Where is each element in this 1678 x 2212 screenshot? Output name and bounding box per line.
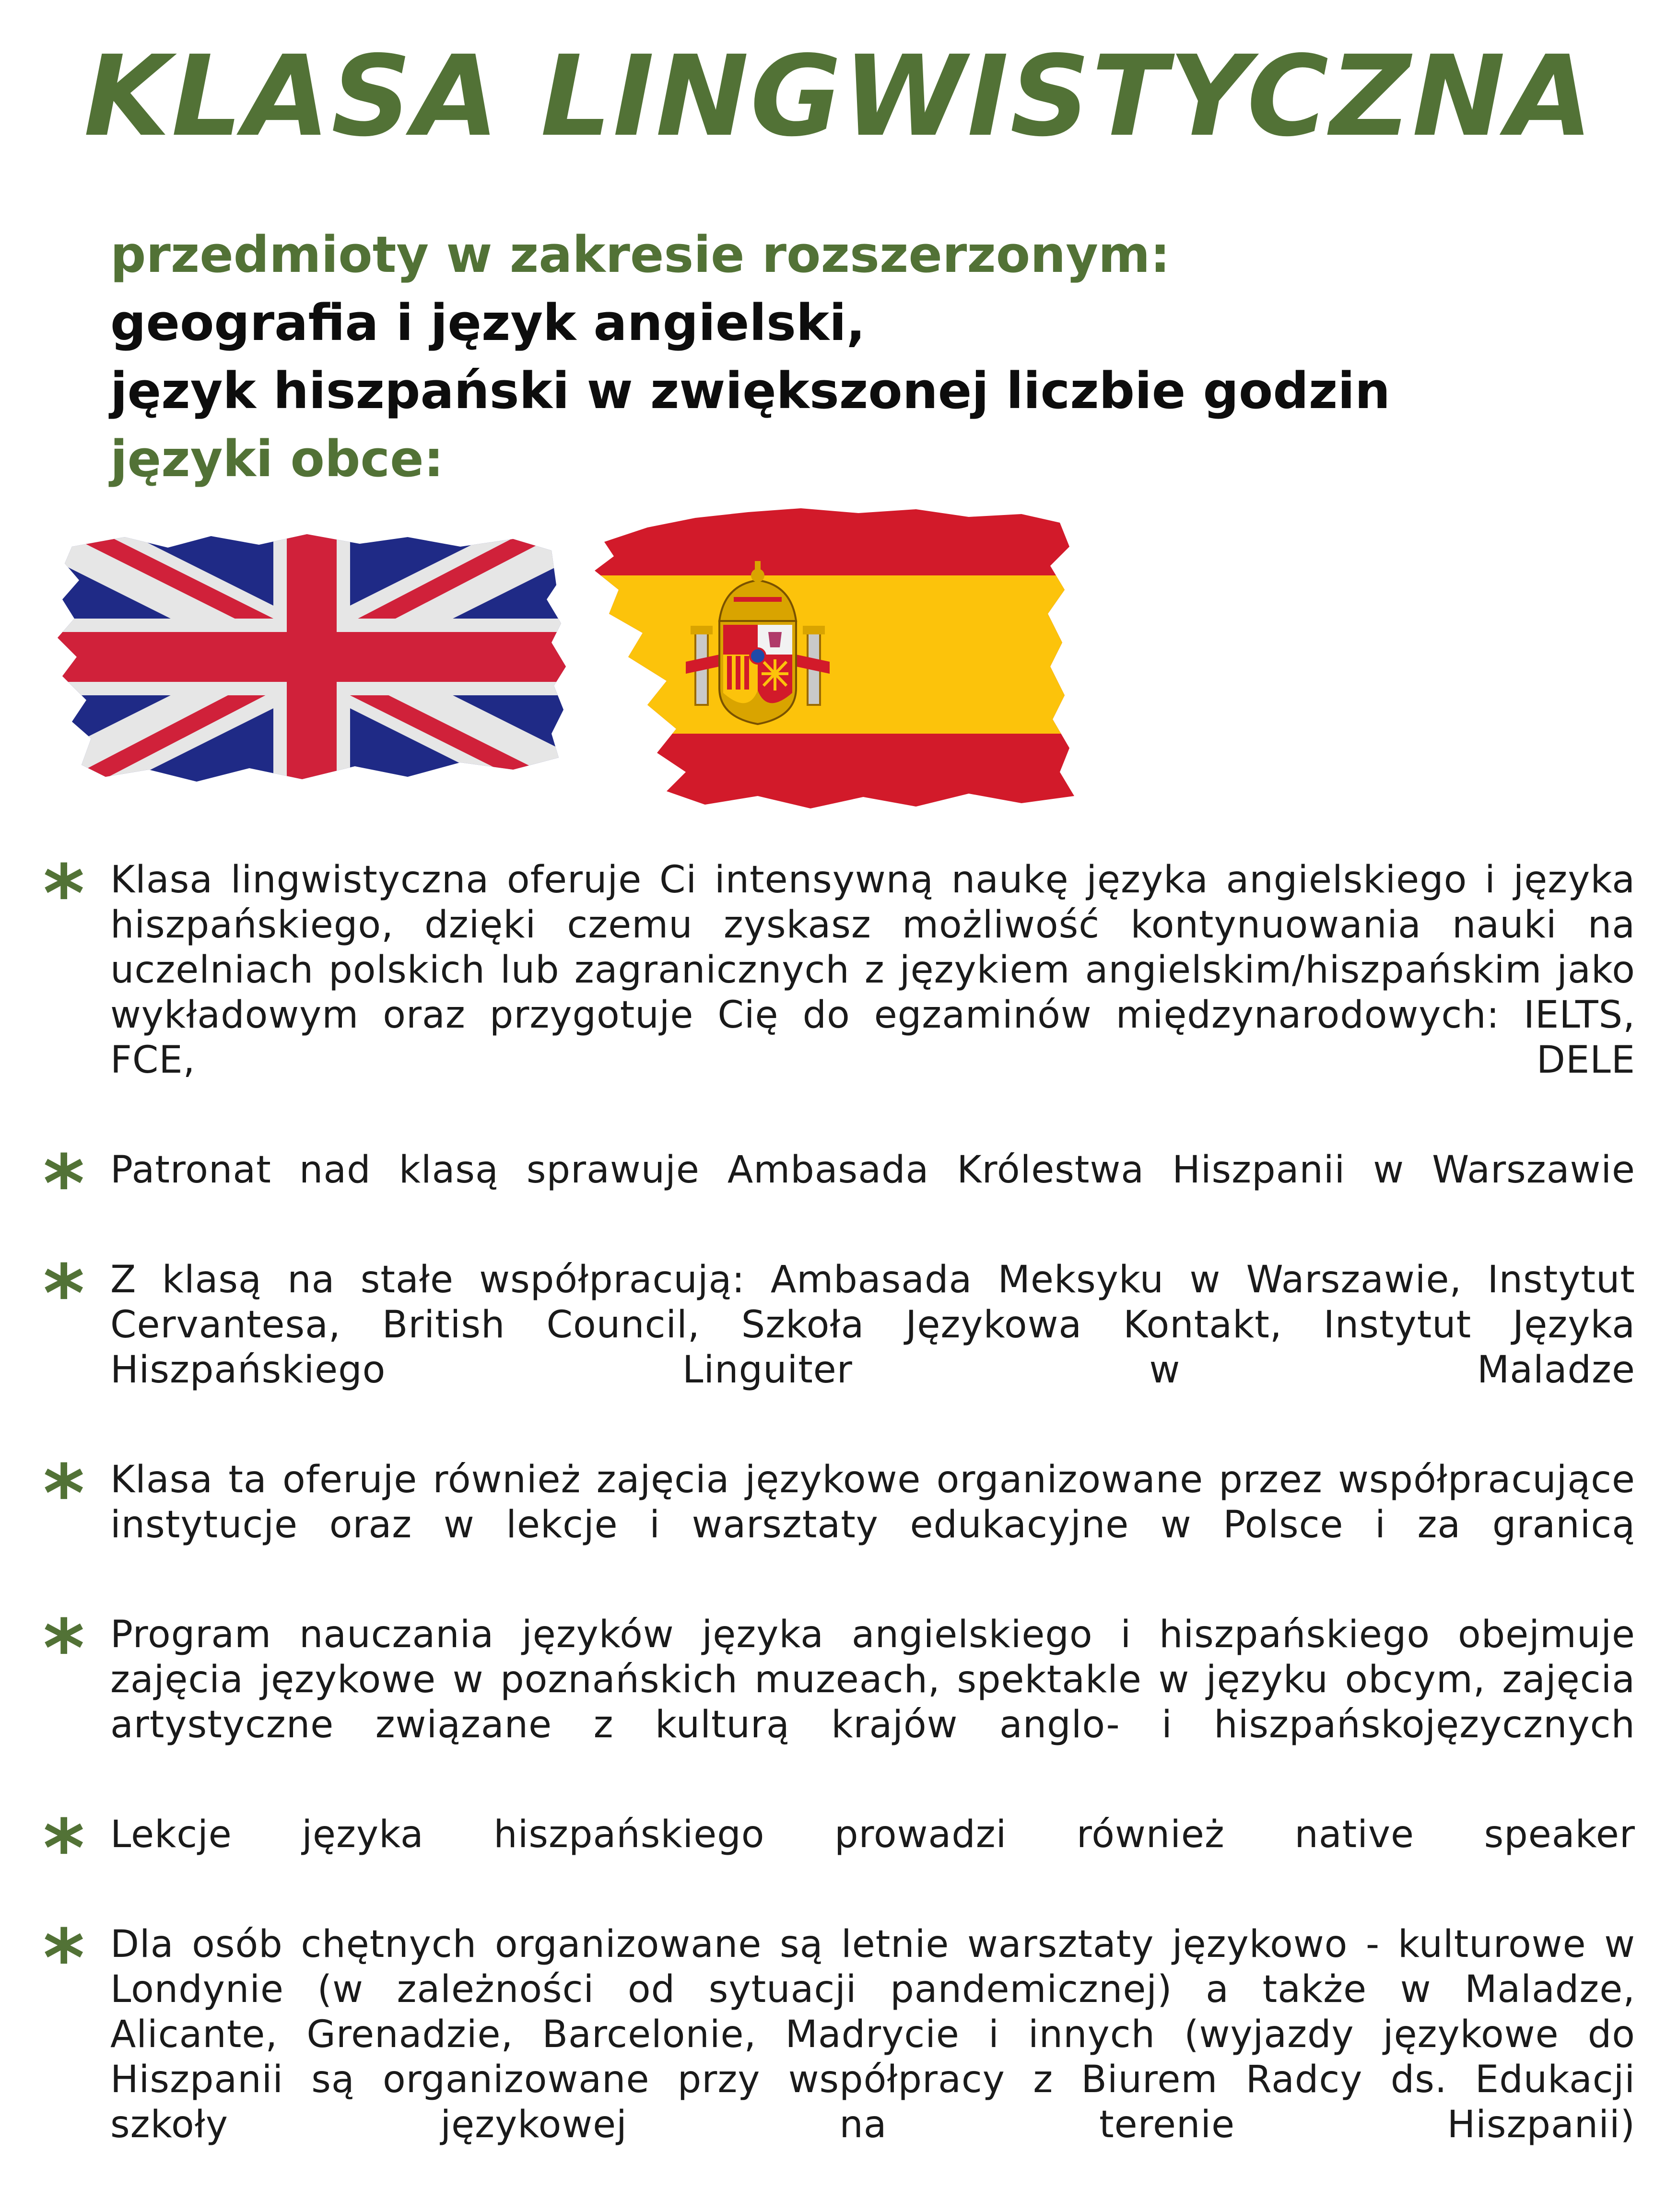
list-item-text: Program nauczania języków języka angielskiego i hiszpańskiego obejmuje zajęcia językowe w poznańskich muzeach, spektakle w języku obcym, zajęcia artystyczne związane z kulturą krajów anglo- i hiszpańskojęzycznych [110,1613,1635,1746]
asterisk-bullet-icon: * [43,1802,85,1895]
list-item-text: Klasa lingwistyczna oferuje Ci intensywną naukę języka angielskiego i języka hiszpańskiego, dzięki czemu zyskasz możliwość kontynuowania nauki na uczelniach polskich lub zagranicznych z językiem angielskim/hiszpańskim jako wykładowym oraz przygotuje Cię do egzaminów międzynarodowych: IELTS, FCE, DELE [110,858,1635,1082]
list-item-text: Patronat nad klasą sprawuje Ambasada Królestwa Hiszpanii w Warszawie [110,1148,1635,1192]
uk-flag-red-vertical [287,527,337,786]
spain-flag-icon [590,503,1093,810]
spain-flag-body [590,503,1093,810]
asterisk-bullet-icon: * [43,1248,85,1340]
list-item [43,1448,1635,1547]
extended-subjects-line-1: geografia i język angielski, [110,293,866,352]
features-list [43,848,1635,2212]
list-item [43,1138,1635,1230]
uk-flag-icon [53,527,571,786]
flags-row [0,503,1678,815]
spain-flag-yellow-band [590,575,1093,734]
list-item [43,1912,1635,2147]
list-item-text: Lekcje języka hiszpańskiego prowadzi również native speaker [110,1813,1635,1856]
subjects-section [110,221,1597,493]
extended-subjects-line-2: język hiszpański w zwiększonej liczbie godzin [110,362,1391,420]
uk-flag-body [53,527,571,786]
extended-subjects-label: przedmioty w zakresie rozszerzonym: [110,225,1170,284]
list-item [43,1603,1635,1747]
list-item [43,1802,1635,1895]
list-item-text: Dla osób chętnych organizowane są letnie warsztaty językowo - kulturowe w Londynie (w zależności od sytuacji pandemicznej) a także w Maladze, Alicante, Grenadzie, Barcelonie, Madrycie i innych (wyjazdy językowe do Hiszpanii są organizowane przy współpracy z Biurem Radcy ds. Edukacji szkoły językowej na terenie Hiszpanii) [110,1923,1635,2146]
list-item [43,1248,1635,1393]
foreign-languages-label: języki obce: [110,430,444,488]
page-title: KLASA LINGWISTYCZNA [83,32,1595,161]
asterisk-bullet-icon: * [43,1603,85,1695]
asterisk-bullet-icon: * [43,1448,85,1540]
list-item-text: Z klasą na stałe współpracują: Ambasada Meksyku w Warszawie, Instytut Cervantesa, British Council, Szkoła Językowa Kontakt, Instytut Języka Hiszpańskiego Linguiter w Maladze [110,1258,1635,1392]
asterisk-bullet-icon: * [43,1138,85,1230]
asterisk-bullet-icon: * [43,1912,85,2004]
asterisk-bullet-icon: * [43,848,85,940]
list-item [43,848,1635,1083]
list-item-text: Klasa ta oferuje również zajęcia językowe organizowane przez współpracujące instytucje oraz w lekcje i warsztaty edukacyjne w Polsce i za granicą [110,1458,1635,1546]
